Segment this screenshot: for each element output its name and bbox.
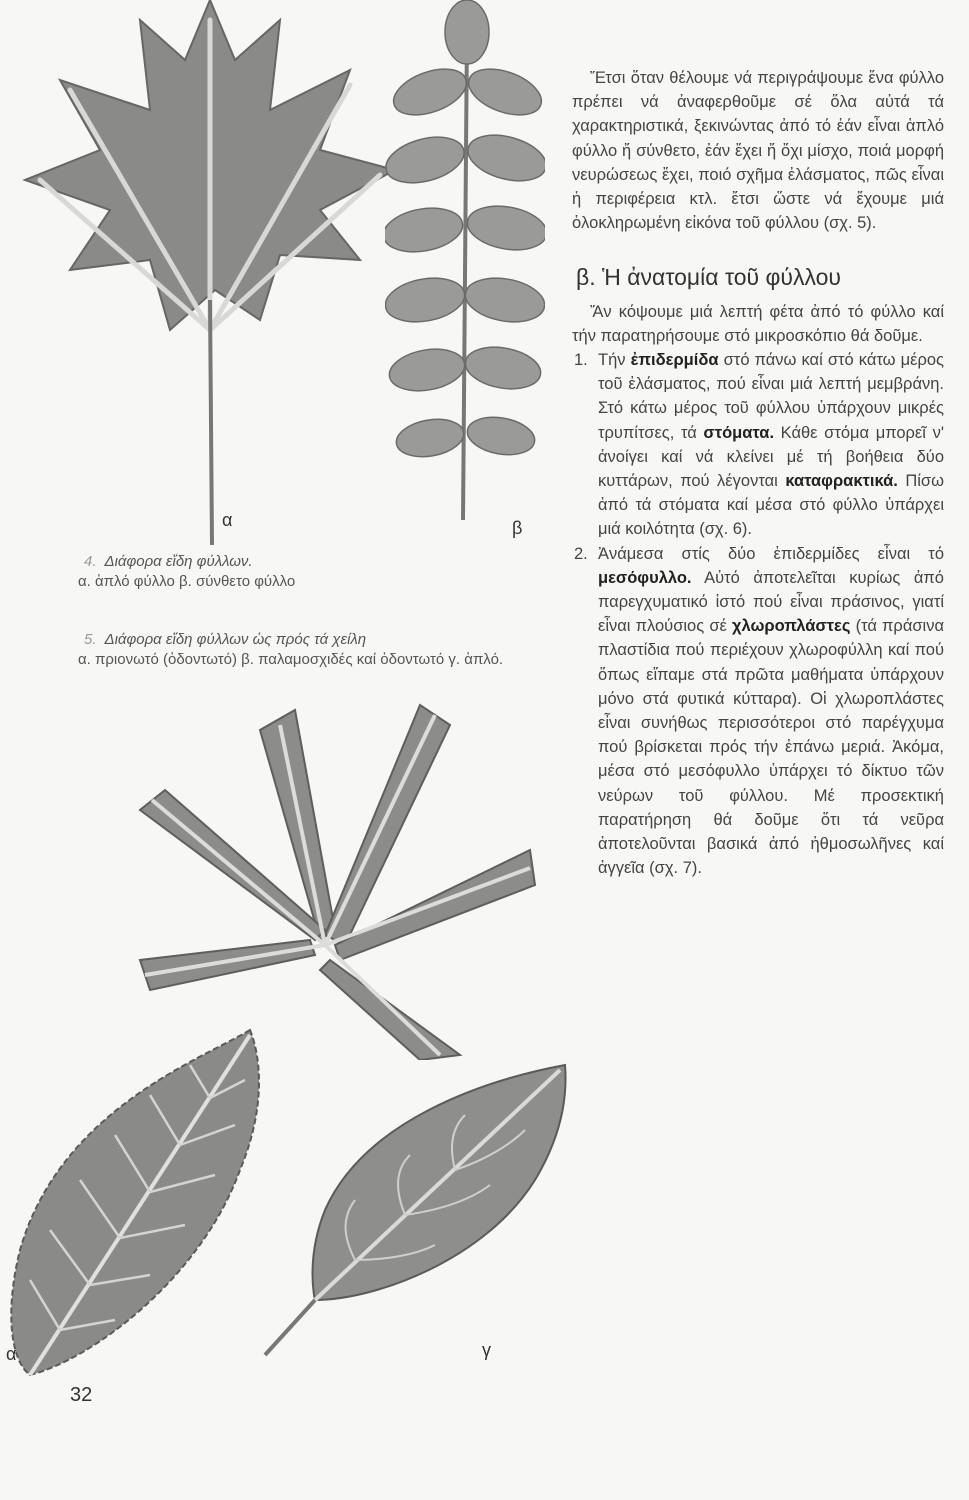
list-item-mesophyll — [572, 542, 944, 881]
text-span: Τήν — [598, 351, 631, 370]
text-span: Πίσω ἀπό τά στόματα καί μέσα στό φύλλο ὑπάρχει μιά κοιλότητα (σχ. 6). — [598, 472, 945, 539]
term-chloroplasts: χλωροπλάστες — [732, 617, 851, 636]
term-guard-cells: καταφρακτικά. — [785, 472, 898, 491]
serrated-leaf-illustration — [0, 1020, 270, 1380]
figure5-caption-number: 5. — [84, 631, 97, 648]
term-stomata: στόματα. — [703, 423, 775, 442]
figure4-label-b: β — [512, 518, 523, 538]
figure4-label-a: α — [222, 510, 233, 530]
text-span: Αὐτό ἀποτελεῖται κυρίως ἀπό παρεγχυματικό ἱστό πού εἶναι πράσινος, γιατί εἶναι πλούσιος σέ — [598, 568, 944, 636]
text-span: Κάθε στόμα μπορεῖ ν' ἀνοίγει καί νά κλείνει μέ τή βοήθεια δύο κυττάρων, πού λέγονται — [598, 423, 944, 491]
intro-paragraph: Ἔτσι ὅταν θέλουμε νά περιγράψουμε ἕνα φύλλο πρέπει νά ἀναφερθοῦμε σέ ὅλα αὐτά τά χαρακτηριστικά, ξεκινώντας ἀπό τό ἐάν εἶναι ἁπλό φύλλο ἤ σύνθετο, ἐάν ἔχει ἤ ὄχι μίσχο, ποιά μορφή νευρώσεως ἔχει, ποιό σχῆμα ἐλάσματος, πῶς εἶναι ἡ περιφέρεια κτλ. ἔτσι ὥστε νά ἔχουμε μιά ὁλοκληρωμένη εἰκόνα τοῦ φύλλου (σχ. 5). — [572, 69, 944, 233]
list-item-number: 2. — [574, 544, 588, 563]
text-span: (τά πράσινα πλαστίδια πού περιέχουν χλωροφύλλη καί πού ὅπως εἴπαμε στά πρῶτα μαθήματα ὑπάρχουν μόνο στά φυτικά κύτταρα). Οἱ χλωροπλάστες εἶναι συνήθως περισσότεροι στό παρέγχυμα πού βρίσκεται πρός τήν ἐπάνω μεριά. Ἀκόμα, μέσα στό μεσόφυλλο ὑπάρχει τό δίκτυο τῶν νεύρων τοῦ φύλλου. Μέ προσεκτική παρατήρηση θά δοῦμε ὅτι τά νεῦρα ἀποτελοῦνται βασικά ἀπό ἠθμοσωλῆνες καί ἀγγεῖα (σχ. 7). — [598, 617, 944, 878]
figure4-caption — [78, 552, 548, 592]
maple-leaf-illustration — [20, 0, 400, 545]
compound-leaf-illustration — [385, 0, 545, 520]
simple-leaf-illustration — [255, 1060, 575, 1360]
section-heading: β. Ἡ ἀνατομία τοῦ φύλλου — [576, 264, 841, 291]
term-epidermis: ἐπιδερμίδα — [630, 351, 719, 370]
figure4-caption-number: 4. — [84, 553, 97, 570]
figure4-caption-items: α. ἁπλό φύλλο β. σύνθετο φύλλο — [78, 573, 296, 590]
figure5-caption — [78, 630, 548, 670]
text-column — [572, 66, 944, 881]
palmate-leaf-illustration — [120, 700, 540, 1060]
figure4-caption-title: Διάφορα εἴδη φύλλων. — [104, 553, 253, 570]
figure5-caption-title: Διάφορα εἴδη φύλλων ὡς πρός τά χείλη — [104, 631, 367, 648]
anatomy-intro-paragraph: Ἄν κόψουμε μιά λεπτή φέτα ἀπό τό φύλλο καί τήν παρατηρήσουμε στό μικροσκόπιο θά δοῦμε. — [572, 302, 944, 345]
figure4-caption-title-line — [78, 552, 548, 572]
term-mesophyll: μεσόφυλλο. — [598, 568, 692, 587]
figure5-caption-title-line — [78, 630, 548, 650]
list-item-epidermis — [572, 348, 944, 542]
figure5-caption-items: α. πριονωτό (ὀδοντωτό) β. παλαμοσχιδές καί ὀδοντωτό γ. ἁπλό. — [78, 651, 504, 668]
page-number: 32 — [70, 1384, 93, 1406]
text-span: στό πάνω καί στό κάτω μέρος τοῦ ἐλάσματος, πού εἶναι μιά λεπτή μεμβράνη. Στό κάτω μέρος τοῦ φύλλου ὑπάρχουν μικρές τρυπίτσες, τά — [598, 351, 944, 442]
figure5-label-c: γ — [482, 1340, 491, 1360]
figure5-label-a: α — [6, 1344, 17, 1364]
list-item-number: 1. — [574, 351, 588, 370]
text-span: Ἀνάμεσα στίς δύο ἐπιδερμίδες εἶναι τό — [598, 544, 944, 563]
